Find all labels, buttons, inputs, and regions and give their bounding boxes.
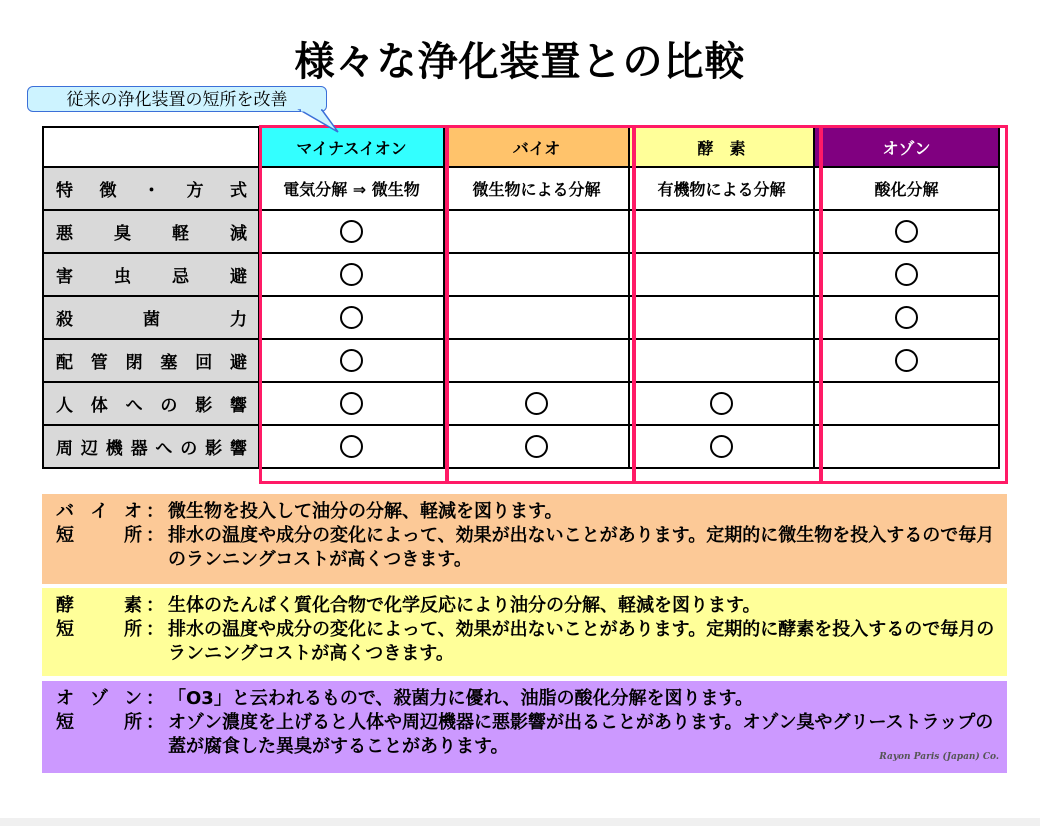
row-label: 配管閉塞回避 <box>43 339 259 382</box>
mark-cell <box>629 425 814 468</box>
row-label: 悪臭軽減 <box>43 210 259 253</box>
mark-cell <box>814 339 999 382</box>
circle-mark-icon <box>340 263 363 286</box>
header-bio: バイオ <box>444 127 629 167</box>
note-text: オゾン濃度を上げると人体や周辺機器に悪影響が出ることがあります。オゾン臭やグリーストラップの蓋が腐食した異臭がすることがあります。 <box>168 712 994 757</box>
mark-cell <box>814 210 999 253</box>
table-header-row <box>43 127 999 167</box>
note-key: オゾン <box>56 688 142 709</box>
bottom-bar <box>0 818 1040 826</box>
circle-mark-icon <box>895 263 918 286</box>
table-row <box>43 210 999 253</box>
note-ozone <box>42 681 1007 773</box>
method-cell: 微生物による分解 <box>444 167 629 210</box>
circle-mark-icon <box>340 306 363 329</box>
mark-cell <box>814 425 999 468</box>
method-cell: 酸化分解 <box>814 167 999 210</box>
row-label: 特徴・方式 <box>43 167 259 210</box>
note-key: バイオ <box>56 501 142 522</box>
note-separator: ： <box>146 525 164 546</box>
note-enzyme <box>42 588 1007 676</box>
table-row <box>43 253 999 296</box>
note-text: 排水の温度や成分の変化によって、効果が出ないことがあります。定期的に酵素を投入するので毎月のランニングコストが高くつきます。 <box>168 619 995 664</box>
circle-mark-icon <box>340 435 363 458</box>
row-label: 害虫忌避 <box>43 253 259 296</box>
mark-cell <box>629 210 814 253</box>
method-cell: 電気分解 ⇒ 微生物 <box>259 167 444 210</box>
circle-mark-icon <box>895 349 918 372</box>
note-text: 排水の温度や成分の変化によって、効果が出ないことがあります。定期的に微生物を投入するので毎月のランニングコストが高くつきます。 <box>168 525 995 570</box>
circle-mark-icon <box>895 220 918 243</box>
comparison-table <box>42 126 1000 469</box>
mark-cell <box>259 425 444 468</box>
method-row <box>43 167 999 210</box>
mark-cell <box>629 339 814 382</box>
callout-box: 従来の浄化装置の短所を改善 <box>27 86 327 112</box>
circle-mark-icon <box>525 392 548 415</box>
row-label: 殺菌力 <box>43 296 259 339</box>
header-enzyme: 酵 素 <box>629 127 814 167</box>
note-separator: ： <box>146 595 164 616</box>
header-ozone: オゾン <box>814 127 999 167</box>
mark-cell <box>444 210 629 253</box>
note-text: 「O3」と云われるもので、殺菌力に優れ、油脂の酸化分解を図ります。 <box>168 688 754 709</box>
mark-cell <box>814 296 999 339</box>
page-title: 様々な浄化装置との比較 <box>294 39 746 85</box>
method-cell: 有機物による分解 <box>629 167 814 210</box>
note-text: 生体のたんぱく質化合物で化学反応により油分の分解、軽減を図ります。 <box>168 595 761 616</box>
note-key: 短所 <box>56 619 142 640</box>
header-minus-ion: マイナスイオン <box>259 127 444 167</box>
mark-cell <box>259 253 444 296</box>
mark-cell <box>444 296 629 339</box>
note-key: 短所 <box>56 525 142 546</box>
note-separator: ： <box>146 688 164 709</box>
table-row <box>43 339 999 382</box>
circle-mark-icon <box>340 392 363 415</box>
mark-cell <box>259 382 444 425</box>
table-row <box>43 296 999 339</box>
note-separator: ： <box>146 712 164 733</box>
note-key: 短所 <box>56 712 142 733</box>
mark-cell <box>444 425 629 468</box>
circle-mark-icon <box>710 435 733 458</box>
table-corner <box>43 127 259 167</box>
mark-cell <box>444 339 629 382</box>
mark-cell <box>814 253 999 296</box>
note-text: 微生物を投入して油分の分解、軽減を図ります。 <box>168 501 563 522</box>
circle-mark-icon <box>895 306 918 329</box>
mark-cell <box>629 296 814 339</box>
note-key: 酵素 <box>56 595 142 616</box>
circle-mark-icon <box>340 220 363 243</box>
mark-cell <box>629 382 814 425</box>
mark-cell <box>629 253 814 296</box>
note-separator: ： <box>146 619 164 640</box>
company-logo: Rayon Paris (Japan) Co. <box>879 752 999 762</box>
mark-cell <box>444 382 629 425</box>
mark-cell <box>444 253 629 296</box>
table-row <box>43 382 999 425</box>
circle-mark-icon <box>525 435 548 458</box>
mark-cell <box>259 210 444 253</box>
mark-cell <box>259 296 444 339</box>
table-row <box>43 425 999 468</box>
circle-mark-icon <box>710 392 733 415</box>
circle-mark-icon <box>340 349 363 372</box>
mark-cell <box>259 339 444 382</box>
mark-cell <box>814 382 999 425</box>
note-bio <box>42 494 1007 584</box>
note-separator: ： <box>146 501 164 522</box>
row-label: 周辺機器への影響 <box>43 425 259 468</box>
row-label: 人体への影響 <box>43 382 259 425</box>
